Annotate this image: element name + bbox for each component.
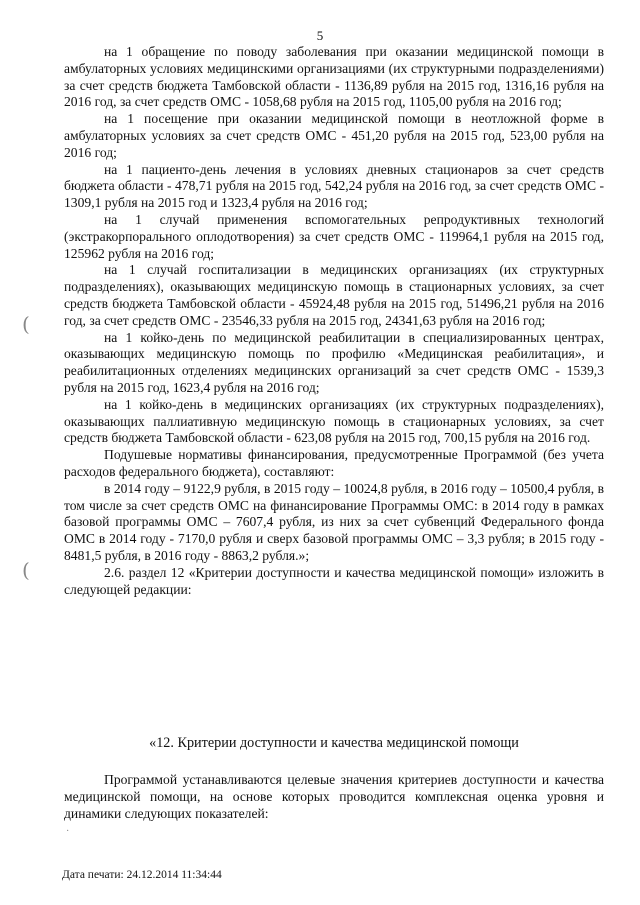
document-body [64,44,604,598]
intro-block [64,772,604,822]
paragraph-outpatient-visit: на 1 обращение по поводу заболевания при оказании медицинской помощи в амбулаторных условиях медицинскими организациями (их структурными подразделениями) за счет средств бюджета Тамбовской области - 1136,89 рубля на 2015 год, 1316,16 рубля на 2016 год, за счет средств ОМС - 1058,68 рубля на 2015 год, 1105,00 рубля на 2016 год; [64,44,604,110]
paragraph-section-change: 2.6. раздел 12 «Критерии доступности и качества медицинской помощи» изложить в следующей редакции: [64,564,604,597]
margin-mark-1: ( [22,312,30,336]
paragraph-per-capita-intro: Подушевые нормативы финансирования, предусмотренные Программой (без учета расходов федерального бюджета), составляют: [64,447,604,479]
footer-dot: · [66,826,70,837]
page-number: 5 [316,28,324,43]
paragraph-per-capita-values: в 2014 году – 9122,9 рубля, в 2015 году – 10024,8 рубля, в 2016 году – 10500,4 рубля, в том числе за счет средств ОМС на финансирование Программы ОМС: в 2014 году в рамках базовой программы ОМС – 7607,4 рубля, из них за счет субвенций Федерального фонда ОМС в 2014 году - 7170,0 рубля и сверх базовой программы ОМС – 3,3 рубля; в 2015 году - 8481,5 рубля, в 2016 году - 8863,2 рубля.»; [64,480,604,563]
section-heading: «12. Критерии доступности и качества медицинской помощи [149,735,519,751]
paragraph-ivf: на 1 случай применения вспомогательных репродуктивных технологий (экстракорпорального оплодотворения) за счет средств ОМС - 119964,1 рубля на 2015 год, 125962 рубля на 2016 год; [64,211,604,261]
print-date: Дата печати: 24.12.2014 11:34:44 [62,869,222,881]
paragraph-rehabilitation: на 1 койко-день по медицинской реабилитации в специализированных центрах, оказывающих медицинскую помощь по профилю «Медицинская реабилитация», и реабилитационных отделениях медицинских организаций за счет средств ОМС - 1539,3 рубля на 2015 год, 1623,4 рубля на 2016 год; [64,329,604,395]
paragraph-palliative: на 1 койко-день в медицинских организациях (их структурных подразделениях), оказывающих паллиативную медицинскую помощь в стационарных условиях, за счет средств бюджета Тамбовской области - 623,08 рубля на 2015 год, 700,15 рубля на 2016 год. [64,396,604,446]
paragraph-day-hospital: на 1 пациенто-день лечения в условиях дневных стационаров за счет средств бюджета области - 478,71 рубля на 2015 год, 542,24 рубля на 2016 год, за счет средств ОМС - 1309,1 рубля на 2015 год и 1323,4 рубля на 2016 год; [64,161,604,211]
paragraph-emergency-visit: на 1 посещение при оказании медицинской помощи в неотложной форме в амбулаторных условиях за счет средств ОМС - 451,20 рубля на 2015 год, 523,00 рубля на 2016 год; [64,111,604,160]
margin-mark-2: ( [22,558,30,582]
paragraph-hospitalization: на 1 случай госпитализации в медицинских организациях (их структурных подразделениях), оказывающих медицинскую помощь в стационарных условиях, за счет средств бюджета Тамбовской области - 45924,48 рубля на 2015 год, 51496,21 рубля на 2016 год, за счет средств ОМС - 23546,33 рубля на 2015 год, 24341,63 рубля на 2016 год; [64,262,604,328]
intro-paragraph: Программой устанавливаются целевые значения критериев доступности и качества медицинской помощи, на основе которых проводится комплексная оценка уровня и динамики следующих показателей: [64,772,604,821]
